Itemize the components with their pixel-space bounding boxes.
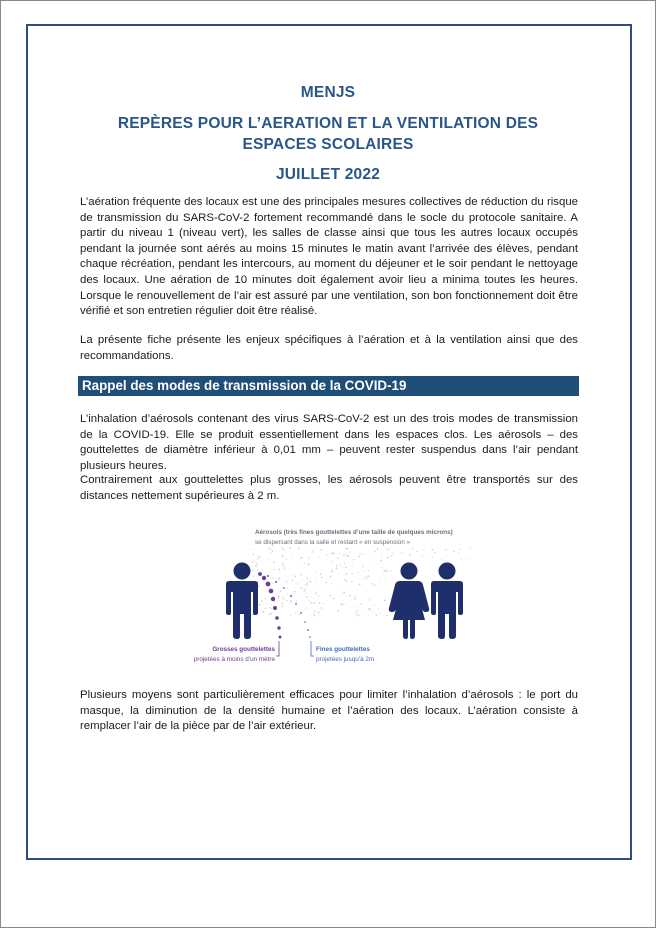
aerosol-particle — [258, 581, 259, 582]
aerosol-particle — [368, 615, 369, 616]
aerosol-particle — [257, 558, 259, 560]
aerosol-particle — [358, 556, 360, 558]
aerosol-particle — [270, 604, 271, 605]
aerosol-particle — [381, 553, 382, 554]
aerosol-particle — [374, 584, 376, 586]
aerosol-particle — [393, 554, 394, 555]
aerosol-particle — [368, 570, 369, 571]
aerosol-particle — [363, 567, 364, 568]
aerosol-particle — [313, 613, 314, 614]
aerosol-particle — [424, 555, 425, 556]
aerosol-particle — [461, 559, 462, 560]
aerosol-particle — [377, 548, 379, 550]
aerosol-particle — [318, 556, 319, 557]
aerosol-particle — [458, 552, 459, 553]
aerosol-particle — [306, 584, 308, 586]
aerosol-particle — [296, 601, 298, 603]
intro-paragraph: L’aération fréquente des locaux est une des principales mesures collectives de réduction du risque de transmission du SARS-CoV-2 fortement recommandé dans le socle du protocole sanitaire. A partir du niveau 1 (niveau vert), les salles de classe ainsi que tous les autres locaux occupés pendant la journée sont aérés au moins 15 minutes le matin avant l’arrivée des élèves, pendant chaque récréation, pendant les intercours, au moment du déjeuner et le soir pendant le nettoyage des locaux. Une aération de 10 minutes doit également avoir lieu a minima toutes les heures. Lorsque le renouvellement de l’air est assuré par une ventilation, son bon fonctionnement doit être vérifié et son entretien régulier doit être réalisé. — [80, 196, 578, 318]
aerosol-particle — [257, 563, 258, 564]
aerosol-particle — [333, 563, 334, 564]
aerosol-particle — [354, 597, 355, 598]
aerosol-particle — [252, 554, 253, 555]
aerosol-particle — [289, 547, 291, 549]
aerosol-particle — [387, 557, 389, 559]
aerosol-particle — [352, 565, 353, 566]
aerosol-particle — [283, 567, 284, 568]
aerosol-particle — [379, 581, 380, 582]
aerosol-particle — [379, 613, 380, 614]
aerosol-particle — [290, 601, 291, 602]
aerosol-particle — [320, 573, 322, 575]
aerosol-particle — [319, 602, 321, 604]
aerosol-particle — [301, 557, 302, 558]
aerosol-particle — [307, 577, 308, 578]
large-droplets-sublabel: projetées à moins d’un mètre — [193, 656, 275, 663]
aerosol-particle — [290, 614, 291, 615]
aerosol-particle — [358, 615, 360, 617]
aerosol-particle — [268, 548, 269, 549]
aerosol-particle — [338, 557, 339, 558]
aerosol-particle — [337, 610, 339, 612]
aerosol-particle — [314, 611, 315, 612]
aerosol-particle — [283, 565, 285, 567]
section-heading: Rappel des modes de transmission de la COVID-19 — [78, 376, 579, 396]
aerosol-particle — [325, 582, 327, 584]
aerosol-particle — [369, 599, 370, 600]
aerosol-particle — [270, 549, 271, 550]
person-woman-icon — [389, 563, 429, 640]
aerosol-particle — [294, 613, 295, 614]
aerosol-particle — [272, 551, 273, 552]
aerosol-particle — [331, 583, 332, 584]
aerosol-particle — [286, 582, 287, 583]
document-title — [28, 113, 628, 155]
aerosol-particle — [272, 578, 273, 579]
aerosol-particle — [343, 592, 345, 594]
transmission-illustration — [160, 518, 490, 678]
aerosol-particle — [363, 579, 364, 580]
aerosol-particle — [259, 556, 261, 558]
aerosol-particle — [336, 565, 337, 566]
aerosol-particle — [386, 615, 387, 616]
aerosol-particle — [346, 573, 348, 575]
aerosol-particle — [306, 596, 307, 597]
aerosol-particle — [278, 596, 280, 598]
aerosol-particle — [308, 580, 309, 581]
aerosol-particle — [306, 607, 307, 608]
aerosol-particle — [294, 576, 295, 577]
aerosol-particle — [261, 601, 263, 603]
aerosol-particle — [362, 564, 363, 565]
aerosol-particle — [339, 553, 340, 554]
aerosol-particle — [346, 581, 348, 583]
aerosol-particle — [319, 615, 320, 616]
aerosol-particle — [297, 597, 298, 598]
aerosol-particle — [253, 576, 254, 577]
aerosol-particle — [347, 548, 348, 549]
aerosol-particle — [375, 551, 376, 552]
aerosol-particle — [266, 603, 267, 604]
aerosol-particle — [345, 579, 347, 581]
aerosol-particle — [270, 613, 272, 615]
aerosol-particle — [282, 548, 284, 550]
aerosol-particle — [326, 554, 327, 555]
aerosol-particle — [378, 586, 379, 587]
aerosol-particle — [383, 570, 385, 572]
section-paragraph-2: Contrairement aux gouttelettes plus grosses, les aérosols peuvent être transportés sur des distances nettement supérieures à 2 m. — [80, 474, 578, 502]
aerosol-particle — [315, 571, 316, 572]
aerosol-particle — [309, 564, 310, 565]
aerosol-caption-subtitle: se dispersant dans la salle et restant « en suspension » — [255, 539, 411, 546]
aerosol-particle — [286, 600, 287, 601]
aerosol-particle — [273, 569, 274, 570]
aerosol-particle — [350, 552, 351, 553]
aerosol-particle — [253, 549, 254, 550]
aerosol-particle — [313, 602, 315, 604]
aerosol-particle — [318, 612, 320, 614]
aerosol-particle — [371, 583, 372, 584]
aerosol-particle — [273, 562, 275, 564]
aerosol-particle — [432, 549, 433, 550]
aerosol-particle — [321, 549, 322, 550]
aerosol-particle — [287, 580, 288, 581]
aerosol-particle — [314, 615, 315, 616]
aerosol-caption-title: Aérosols (très fines gouttelettes d’une taille de quelques microns) — [255, 529, 453, 536]
intro-paragraph-2: La présente fiche présente les enjeux spécifiques à l’aération et à la ventilation ainsi que des recommandations. — [80, 334, 578, 362]
aerosol-particle — [333, 598, 334, 599]
aerosol-particle — [282, 596, 283, 597]
aerosol-particle — [310, 581, 311, 582]
aerosol-particle — [381, 567, 382, 568]
aerosol-particle — [259, 604, 261, 606]
aerosol-particle — [375, 563, 376, 564]
aerosol-particle — [269, 607, 270, 608]
aerosol-particle — [342, 605, 343, 606]
aerosol-particle — [466, 558, 467, 559]
aerosol-particle — [392, 552, 393, 553]
aerosol-particle — [287, 593, 288, 594]
aerosol-particle — [309, 601, 310, 602]
aerosol-particle — [336, 567, 338, 569]
aerosol-particle — [299, 614, 300, 615]
aerosol-particle — [282, 603, 284, 605]
aerosol-particle — [453, 550, 455, 552]
aerosol-particle — [277, 579, 278, 580]
aerosol-particle — [332, 553, 333, 554]
document-title-line2: ESPACES SCOLAIRES — [242, 136, 414, 153]
org-title: MENJS — [300, 84, 356, 101]
fine-droplets-sublabel: projetées jusqu’à 2m — [316, 656, 375, 663]
aerosol-particle — [304, 563, 305, 564]
aerosol-particle — [308, 557, 309, 558]
fine-droplet-bracket — [311, 641, 314, 656]
aerosol-particle — [329, 595, 330, 596]
aerosol-particle — [292, 556, 293, 557]
aerosol-particle — [355, 599, 356, 600]
aerosol-particle — [359, 554, 360, 555]
aerosol-particle — [263, 611, 265, 613]
aerosol-particle — [255, 565, 257, 567]
aerosol-particle — [367, 575, 369, 577]
fine-droplets-label: Fines gouttelettes — [316, 646, 370, 653]
aerosol-particle — [298, 548, 300, 550]
aerosol-particle — [305, 588, 306, 589]
aerosol-particle — [340, 564, 341, 565]
aerosol-particle — [252, 569, 253, 570]
aerosol-particle — [291, 593, 292, 594]
aerosol-particle — [265, 607, 267, 609]
aerosol-particle — [305, 593, 306, 594]
aerosol-particle — [283, 598, 284, 599]
aerosol-particle — [352, 573, 353, 574]
aerosol-particle — [285, 559, 286, 560]
aerosol-particle — [363, 586, 364, 587]
aerosol-particle — [385, 578, 386, 579]
aerosol-particle — [279, 568, 280, 569]
aerosol-particle — [409, 554, 411, 556]
aerosol-particle — [434, 552, 435, 553]
aerosol-particle — [333, 552, 335, 554]
aerosol-particle — [412, 548, 413, 549]
aerosol-particle — [359, 584, 361, 586]
aerosol-particle — [342, 567, 343, 568]
aerosol-particle — [272, 583, 273, 584]
large-droplets-label: Grosses gouttelettes — [212, 646, 275, 653]
aerosol-particle — [356, 610, 358, 612]
aerosol-particle — [378, 609, 379, 610]
aerosol-particle — [386, 548, 387, 549]
aerosol-particle — [368, 609, 370, 611]
aerosol-particle — [460, 549, 461, 550]
aerosol-particle — [330, 576, 332, 578]
aerosol-particle — [360, 603, 361, 604]
aerosol-particle — [331, 571, 333, 573]
aerosol-particle — [388, 549, 389, 550]
section-paragraph-3: Plusieurs moyens sont particulièrement efficaces pour limiter l’inhalation d’aérosols : le port du masque, la diminution de la densité humaine et l’aération des locaux. L’aération consiste à remplacer l’air de la pièce par de l’air extérieur. — [80, 689, 578, 733]
aerosol-particle — [353, 559, 354, 560]
aerosol-particle — [307, 583, 308, 584]
aerosol-particle — [386, 571, 387, 572]
aerosol-particle — [380, 560, 382, 562]
aerosol-particle — [386, 570, 387, 571]
aerosol-particle — [315, 581, 316, 582]
aerosol-particle — [331, 561, 332, 562]
aerosol-particle — [344, 563, 345, 564]
aerosol-particle — [445, 550, 446, 551]
aerosol-particle — [366, 590, 367, 591]
aerosol-particle — [423, 549, 424, 550]
aerosol-particle — [318, 595, 319, 596]
aerosol-particle — [312, 551, 314, 553]
aerosol-particle — [282, 563, 283, 564]
large-droplet-bracket — [276, 641, 279, 656]
aerosol-particle — [376, 615, 377, 616]
aerosol-particle — [270, 552, 271, 553]
aerosol-particle — [268, 559, 269, 560]
aerosol-particle — [304, 585, 305, 586]
aerosol-particle — [258, 586, 260, 588]
aerosol-particle — [330, 595, 331, 596]
aerosol-particle — [314, 587, 315, 588]
aerosol-particle — [292, 575, 293, 576]
aerosol-particle — [358, 572, 359, 573]
large-droplets — [258, 572, 281, 638]
aerosol-particle — [321, 577, 323, 579]
aerosol-particle — [349, 595, 351, 597]
aerosol-particle — [315, 592, 317, 594]
aerosol-particle — [265, 598, 266, 599]
aerosol-particle — [363, 571, 364, 572]
aerosol-particle — [285, 581, 286, 582]
aerosol-particle — [340, 603, 342, 605]
aerosol-particle — [269, 613, 270, 614]
aerosol-particle — [320, 607, 322, 609]
aerosol-particle — [285, 570, 286, 571]
aerosol-particle — [271, 608, 272, 609]
aerosol-particle — [323, 603, 324, 604]
aerosol-particle — [287, 588, 288, 589]
aerosol-particle — [280, 591, 281, 592]
aerosol-particle — [278, 597, 279, 598]
document-title-line1: REPÈRES POUR L’AERATION ET LA VENTILATION DES — [117, 115, 539, 132]
aerosol-particle — [294, 591, 296, 593]
aerosol-particle — [441, 559, 442, 560]
aerosol-particle — [356, 613, 358, 615]
aerosol-particle — [292, 580, 294, 582]
aerosol-particle — [343, 555, 344, 556]
aerosol-particle — [290, 600, 292, 602]
aerosol-particle — [416, 551, 417, 552]
aerosol-particle — [421, 556, 422, 557]
aerosol-particle — [345, 567, 347, 569]
aerosol-particle — [284, 549, 285, 550]
aerosol-particle — [384, 600, 386, 602]
fine-droplets — [267, 575, 311, 638]
aerosol-particle — [257, 569, 258, 570]
aerosol-particle — [282, 606, 283, 607]
aerosol-particle — [343, 603, 344, 604]
aerosol-particle — [366, 577, 368, 579]
aerosol-particle — [364, 554, 365, 555]
aerosol-particle — [357, 606, 358, 607]
aerosol-particle — [345, 553, 346, 554]
aerosol-particle — [252, 561, 253, 562]
aerosol-particle — [432, 557, 433, 558]
aerosol-particle — [391, 556, 392, 557]
person-speaker-icon — [226, 563, 258, 640]
aerosol-particle — [279, 570, 280, 571]
aerosol-particle — [351, 581, 352, 582]
aerosol-particle — [311, 602, 313, 604]
aerosol-particle — [300, 574, 302, 576]
aerosol-particle — [372, 612, 373, 613]
aerosol-particle — [365, 576, 366, 577]
aerosol-particle — [469, 548, 470, 549]
aerosol-particle — [390, 570, 391, 571]
aerosol-particle — [332, 569, 333, 570]
section-paragraph-1: L’inhalation d’aérosols contenant des virus SARS-CoV-2 est un des trois modes de transmission de la COVID-19. Elle se produit essentiellement dans les espaces clos. Les aérosols – des gouttelettes de diamètre inférieur à 0,01 mm – peuvent rester suspendus dans l’air pendant plusieurs heures. — [80, 413, 578, 472]
aerosol-particle — [304, 590, 306, 592]
aerosol-particle — [347, 555, 348, 556]
aerosol-particle — [300, 587, 302, 589]
aerosol-particle — [279, 577, 281, 579]
aerosol-particle — [297, 583, 298, 584]
aerosol-particle — [282, 555, 284, 557]
aerosol-particle — [401, 553, 402, 554]
document-date: JUILLET 2022 — [275, 166, 381, 183]
aerosol-particle — [374, 605, 375, 606]
person-man-icon — [431, 563, 463, 640]
